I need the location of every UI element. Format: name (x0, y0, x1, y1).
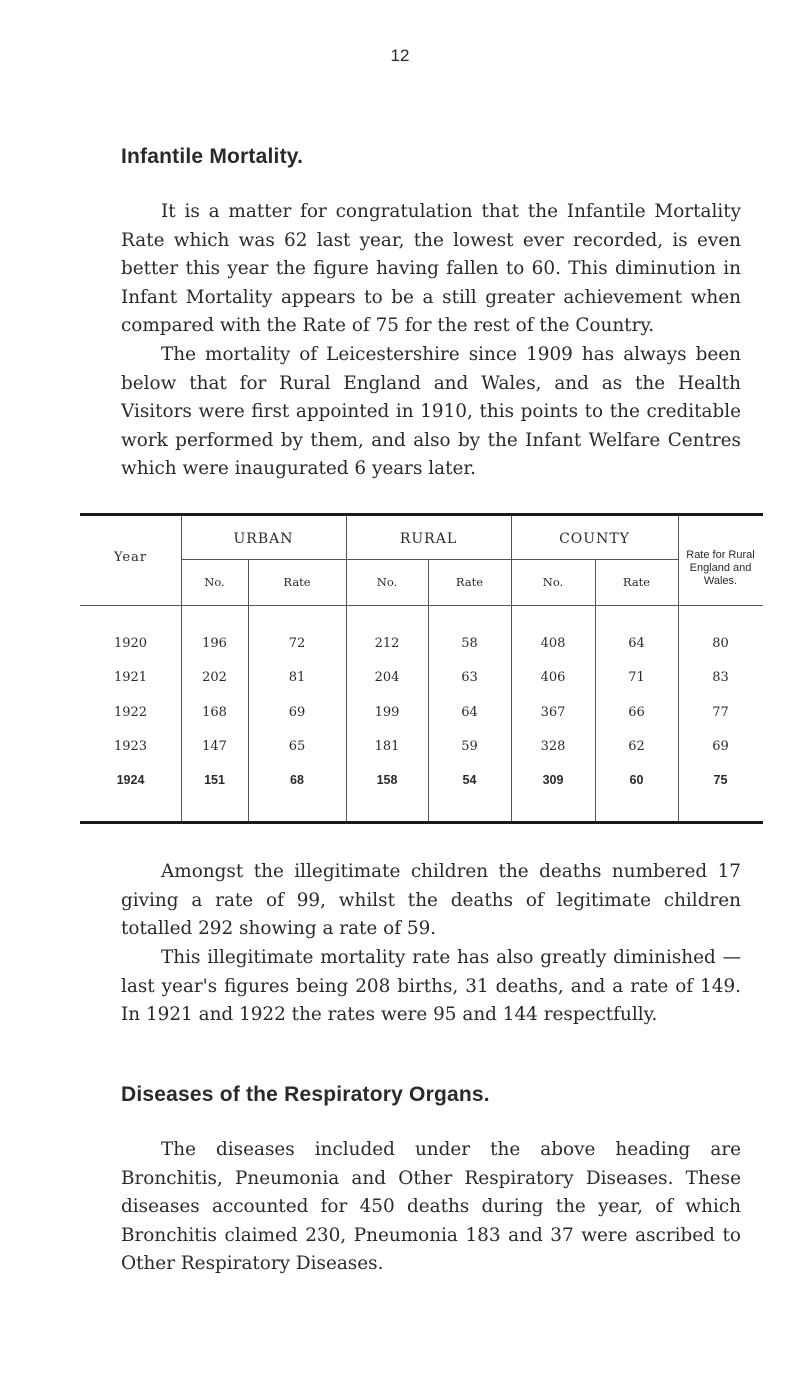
row-1921-year: 1921 (113, 670, 148, 685)
row-1924-rural-no: 158 (376, 773, 398, 787)
row-1922-year: 1922 (113, 705, 148, 720)
paragraph-respiratory-1: The diseases included under the above heading are Bronchitis, Pneumonia and Other Respiratory Diseases. These diseases accounted for 450 deaths during the year, of which Bronchitis claimed 230, Pneumonia 183 and 37 were ascribed to Other Respiratory Diseases. (121, 1139, 741, 1275)
row-1923-county-no: 328 (540, 739, 566, 754)
row-1923-county-rate: 62 (628, 739, 645, 754)
heading-respiratory-diseases: Diseases of the Respiratory Organs. (121, 1083, 490, 1106)
row-1921-rural-rate: 63 (461, 670, 478, 685)
paragraph-infantile-1: It is a matter for congratulation that the Infantile Mortality Rate which was 62 last year, the lowest ever recorded, is even better this year the figure having fallen to 60. This diminution in Infant Mortality appears to be a still greater achievement when compared with the Rate of 75 for the rest of the Country. (121, 201, 741, 337)
row-1921-county-no: 406 (540, 670, 566, 685)
header-year: Year (113, 550, 148, 565)
header-county-no: No. (542, 575, 564, 589)
row-1922-rate-ew: 77 (712, 705, 729, 720)
header-bottom-line (80, 605, 763, 606)
row-1920-county-rate: 64 (628, 636, 645, 651)
row-1924-urban-rate: 68 (290, 773, 304, 787)
heading-infantile-mortality: Infantile Mortality. (121, 145, 304, 168)
row-1922-rural-rate: 64 (461, 705, 478, 720)
row-1924-rural-rate: 54 (462, 773, 477, 787)
page-number: 12 (390, 46, 410, 65)
row-1923-urban-rate: 65 (288, 739, 306, 754)
row-1924-county-no: 309 (542, 773, 564, 787)
header-rate-rural-ew: Rate for Rural England and Wales. (686, 549, 755, 587)
header-rural-no: No. (376, 575, 398, 589)
header-county-rate: Rate (622, 575, 651, 589)
row-1924-year: 1924 (116, 773, 145, 787)
row-1920-urban-no: 196 (202, 636, 227, 651)
row-1920-year: 1920 (113, 636, 148, 651)
row-1921-urban-no: 202 (202, 670, 227, 685)
row-1923-rural-no: 181 (374, 739, 400, 754)
row-1923-rural-rate: 59 (461, 739, 478, 754)
paragraph-infantile-4: This illegitimate mortality rate has also greatly diminished —last year's figures being 208 births, 31 deaths, and a rate of 149. In 1921 and 1922 the rates were 95 and 144 respectfully. (121, 947, 741, 1026)
row-1920-rural-rate: 58 (461, 636, 478, 651)
row-1924-rate-ew: 75 (713, 773, 728, 787)
row-1921-rural-no: 204 (374, 670, 400, 685)
row-1922-urban-no: 168 (202, 705, 227, 720)
table-top-rule (80, 513, 763, 516)
row-1921-county-rate: 71 (628, 670, 645, 685)
paragraph-infantile-2: The mortality of Leicestershire since 1909 has always been below that for Rural England and Wales, and as the Health Visitors were first appointed in 1910, this points to the creditable work performed by them, and also by the Infant Welfare Centres which were inaugurated 6 years later. (121, 344, 741, 480)
row-1921-rate-ew: 83 (712, 670, 729, 685)
header-rural: RURAL (399, 531, 458, 547)
header-county: COUNTY (559, 531, 630, 547)
row-1924-county-rate: 60 (629, 773, 644, 787)
row-1922-county-rate: 66 (628, 705, 645, 720)
header-urban-rate: Rate (283, 575, 311, 589)
row-1921-urban-rate: 81 (288, 670, 306, 685)
row-1923-year: 1923 (113, 739, 148, 754)
table-bottom-rule (80, 821, 763, 824)
header-urban-no: No. (204, 575, 225, 589)
row-1922-urban-rate: 69 (288, 705, 306, 720)
row-1922-rural-no: 199 (374, 705, 400, 720)
header-sub-divider (181, 559, 678, 560)
mortality-table (80, 513, 763, 824)
row-1924-urban-no: 151 (204, 773, 225, 787)
header-rural-rate: Rate (455, 575, 484, 589)
row-1923-urban-no: 147 (202, 739, 227, 754)
header-urban: URBAN (233, 531, 294, 547)
row-1922-county-no: 367 (540, 705, 566, 720)
row-1920-rate-ew: 80 (712, 636, 729, 651)
row-1920-county-no: 408 (540, 636, 566, 651)
row-1923-rate-ew: 69 (712, 739, 729, 754)
row-1920-rural-no: 212 (374, 636, 400, 651)
row-1920-urban-rate: 72 (288, 636, 306, 651)
paragraph-infantile-3: Amongst the illegitimate children the deaths numbered 17 giving a rate of 99, whilst the deaths of legitimate children totalled 292 showing a rate of 59. (121, 861, 741, 940)
